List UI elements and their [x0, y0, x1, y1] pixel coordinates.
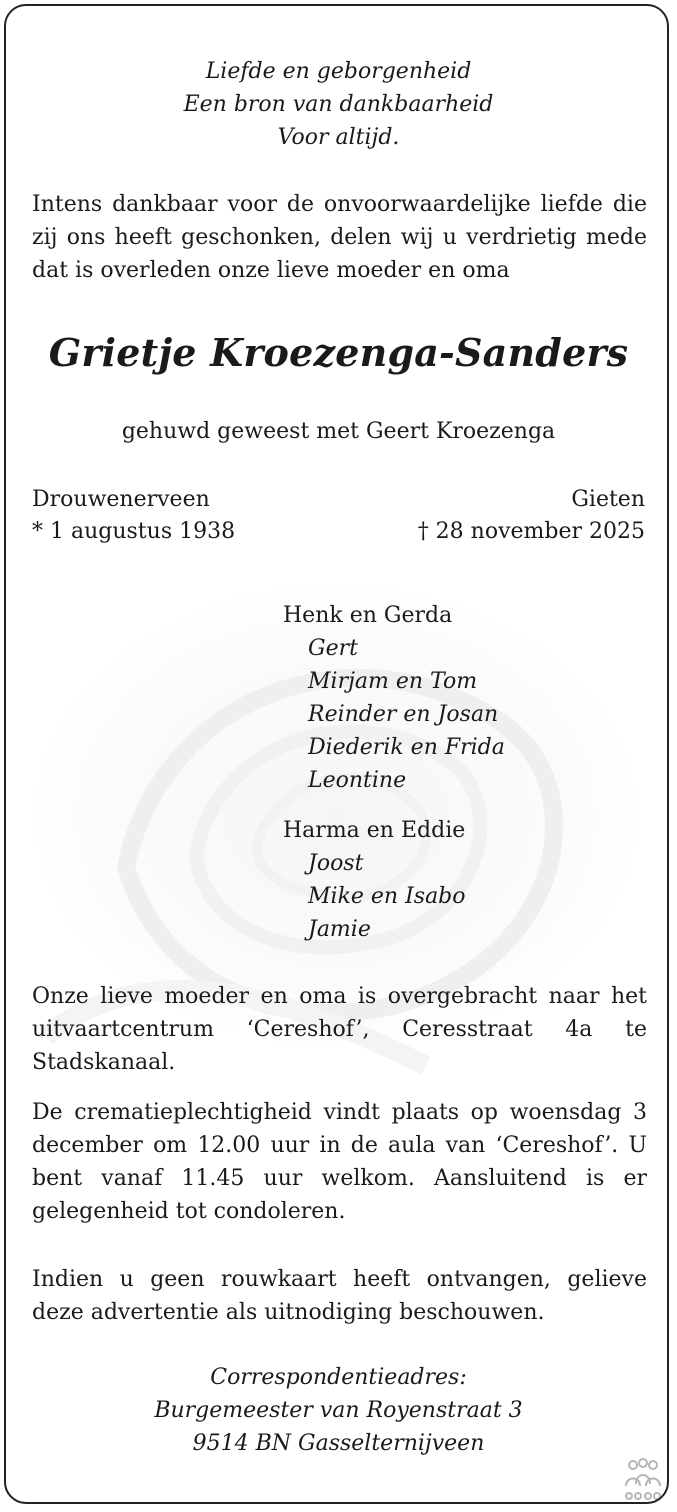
family-child: Gert [308, 636, 358, 661]
family-parents: Harma en Eddie [283, 818, 466, 843]
family-child: Mirjam en Tom [308, 669, 478, 694]
death-place: Gieten [571, 487, 645, 512]
death-date: † 28 november 2025 [417, 519, 645, 544]
poem-line-3: Voor altijd. [277, 125, 400, 150]
correspondence-city: 9514 BN Gasselternijveen [192, 1431, 485, 1456]
poem-line-1: Liefde en geborgenheid [205, 59, 472, 84]
invitation-paragraph: Indien u geen rouwkaart heeft ontvangen, gelieve deze advertentie als uitnodiging beschouwen. [32, 1267, 647, 1325]
birth-date: * 1 augustus 1938 [32, 519, 236, 544]
family-child: Diederik en Frida [308, 735, 505, 760]
deceased-name: Grietje Kroezenga-Sanders [48, 330, 629, 375]
family-parents: Henk en Gerda [283, 603, 453, 628]
family-child: Reinder en Josan [308, 702, 499, 727]
married-line: gehuwd geweest met Geert Kroezenga [121, 419, 556, 444]
transfer-paragraph: Onze lieve moeder en oma is overgebracht naar het uitvaartcentrum ‘Cereshof’, Ceresstraat 4a te Stadskanaal. [32, 984, 647, 1075]
family-child: Joost [308, 851, 364, 876]
family-child: Mike en Isabo [308, 884, 466, 909]
obituary-card [4, 4, 669, 1504]
ceremony-paragraph: De crematieplechtigheid vindt plaats op woensdag 3 december om 12.00 uur in de aula van ‘Cereshof’. U bent vanaf 11.45 uur welkom. Aansluitend is er gelegenheid tot condoleren. [32, 1100, 647, 1224]
birth-place: Drouwenerveen [32, 487, 210, 512]
correspondence-street: Burgemeester van Royenstraat 3 [154, 1398, 523, 1423]
family-child: Leontine [308, 768, 407, 793]
correspondence-label: Correspondentieadres: [210, 1365, 467, 1390]
family-group-icon [620, 1456, 666, 1502]
poem-line-2: Een bron van dankbaarheid [183, 92, 494, 117]
intro-paragraph: Intens dankbaar voor de onvoorwaardelijke liefde die zij ons heeft geschonken, delen wij u verdrietig mede dat is overleden onze lieve moeder en oma [32, 192, 647, 283]
family-child: Jamie [308, 917, 371, 942]
